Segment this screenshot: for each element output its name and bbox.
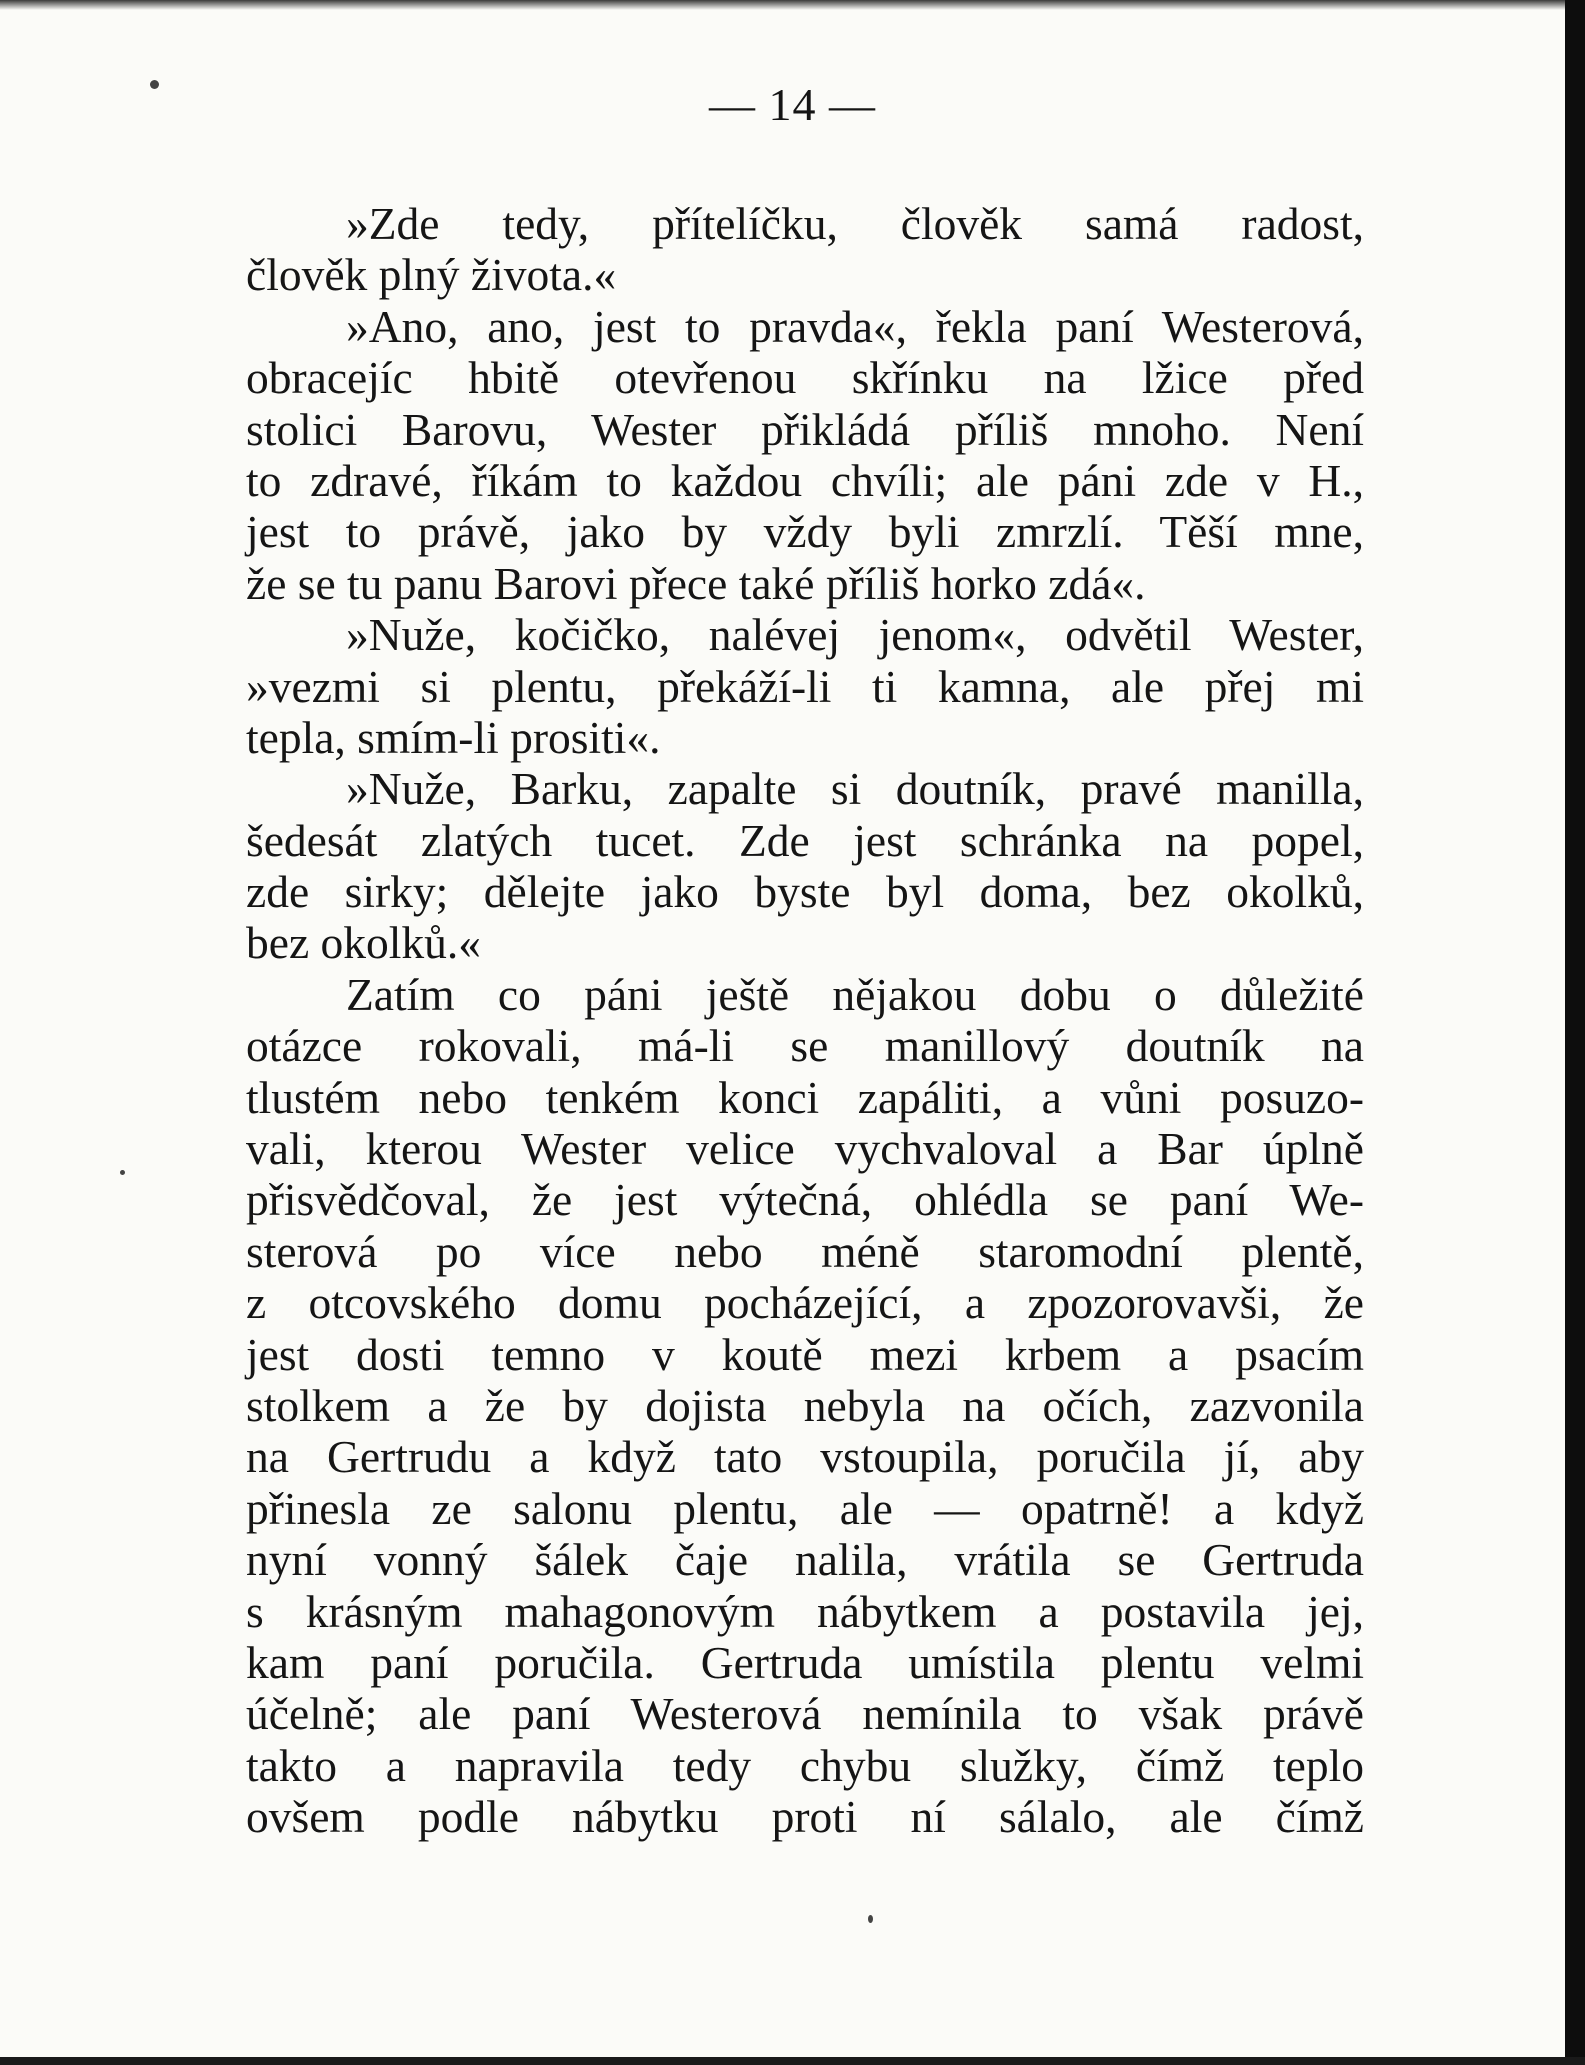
text-line: stolici Barovu, Wester přikládá příliš mnoho. Není bbox=[246, 403, 1364, 455]
text-line: že se tu panu Barovi přece také příliš horko zdá«. bbox=[246, 557, 1146, 609]
text-line: člověk plný života.« bbox=[246, 249, 617, 301]
text-line: z otcovského domu pocházející, a zpozorovavši, že bbox=[246, 1277, 1364, 1329]
text-line: stolkem a že by dojista nebyla na očích, zazvonila bbox=[246, 1379, 1364, 1431]
text-line: jest dosti temno v koutě mezi krbem a psacím bbox=[246, 1328, 1364, 1380]
text-line: ovšem podle nábytku proti ní sálalo, ale čímž bbox=[246, 1791, 1364, 1843]
text-line: jest to právě, jako by vždy byli zmrzlí. Těší mne, bbox=[246, 506, 1364, 558]
text-line: »Nuže, kočičko, nalévej jenom«, odvětil Wester, bbox=[346, 609, 1364, 661]
text-line: přisvědčoval, že jest výtečná, ohlédla se paní We- bbox=[246, 1174, 1364, 1226]
text-line: šedesát zlatých tucet. Zde jest schránka na popel, bbox=[246, 814, 1364, 866]
text-line: otázce rokovali, má-li se manillový doutník na bbox=[246, 1020, 1364, 1072]
text-line: tepla, smím-li prositi«. bbox=[246, 711, 661, 763]
text-line: takto a napravila tedy chybu služky, čímž teplo bbox=[246, 1739, 1364, 1791]
text-line: »Zde tedy, přítelíčku, člověk samá radost, bbox=[346, 198, 1364, 249]
speck bbox=[868, 1915, 873, 1923]
text-line: to zdravé, říkám to každou chvíli; ale páni zde v H., bbox=[246, 454, 1364, 506]
text-line: obracejíc hbitě otevřenou skřínku na lžice před bbox=[246, 352, 1364, 404]
body-text bbox=[246, 198, 1364, 1843]
text-line: tlustém nebo tenkém konci zapáliti, a vůni posuzo- bbox=[246, 1071, 1364, 1123]
scan-edge-bottom bbox=[0, 2057, 1585, 2065]
text-line: účelně; ale paní Westerová nemínila to však právě bbox=[246, 1688, 1364, 1740]
text-line: zde sirky; dělejte jako byste byl doma, bez okolků, bbox=[246, 866, 1364, 918]
text-line: Zatím co páni ještě nějakou dobu o důležité bbox=[346, 968, 1364, 1020]
text-line: nyní vonný šálek čaje nalila, vrátila se Gertruda bbox=[246, 1534, 1364, 1586]
speck bbox=[120, 1170, 125, 1175]
text-line: »Ano, ano, jest to pravda«, řekla paní Westerová, bbox=[346, 300, 1364, 352]
text-line: sterová po více nebo méně staromodní plentě, bbox=[246, 1225, 1364, 1277]
text-line: vali, kterou Wester velice vychvaloval a Bar úplně bbox=[246, 1123, 1364, 1175]
text-line: s krásným mahagonovým nábytkem a postavila jej, bbox=[246, 1585, 1364, 1637]
scan-edge-right bbox=[1565, 0, 1585, 2065]
scan-edge-top bbox=[0, 0, 1585, 10]
page-number: — 14 — bbox=[709, 79, 876, 130]
text-line: »Nuže, Barku, zapalte si doutník, pravé manilla, bbox=[346, 763, 1364, 815]
text-line: kam paní poručila. Gertruda umístila plentu velmi bbox=[246, 1636, 1364, 1688]
text-line: přinesla ze salonu plentu, ale — opatrně! a když bbox=[246, 1482, 1364, 1534]
text-line: bez okolků.« bbox=[246, 917, 482, 969]
text-line: na Gertrudu a když tato vstoupila, poručila jí, aby bbox=[246, 1431, 1364, 1483]
text-line: »vezmi si plentu, překáží-li ti kamna, ale přej mi bbox=[246, 660, 1364, 712]
